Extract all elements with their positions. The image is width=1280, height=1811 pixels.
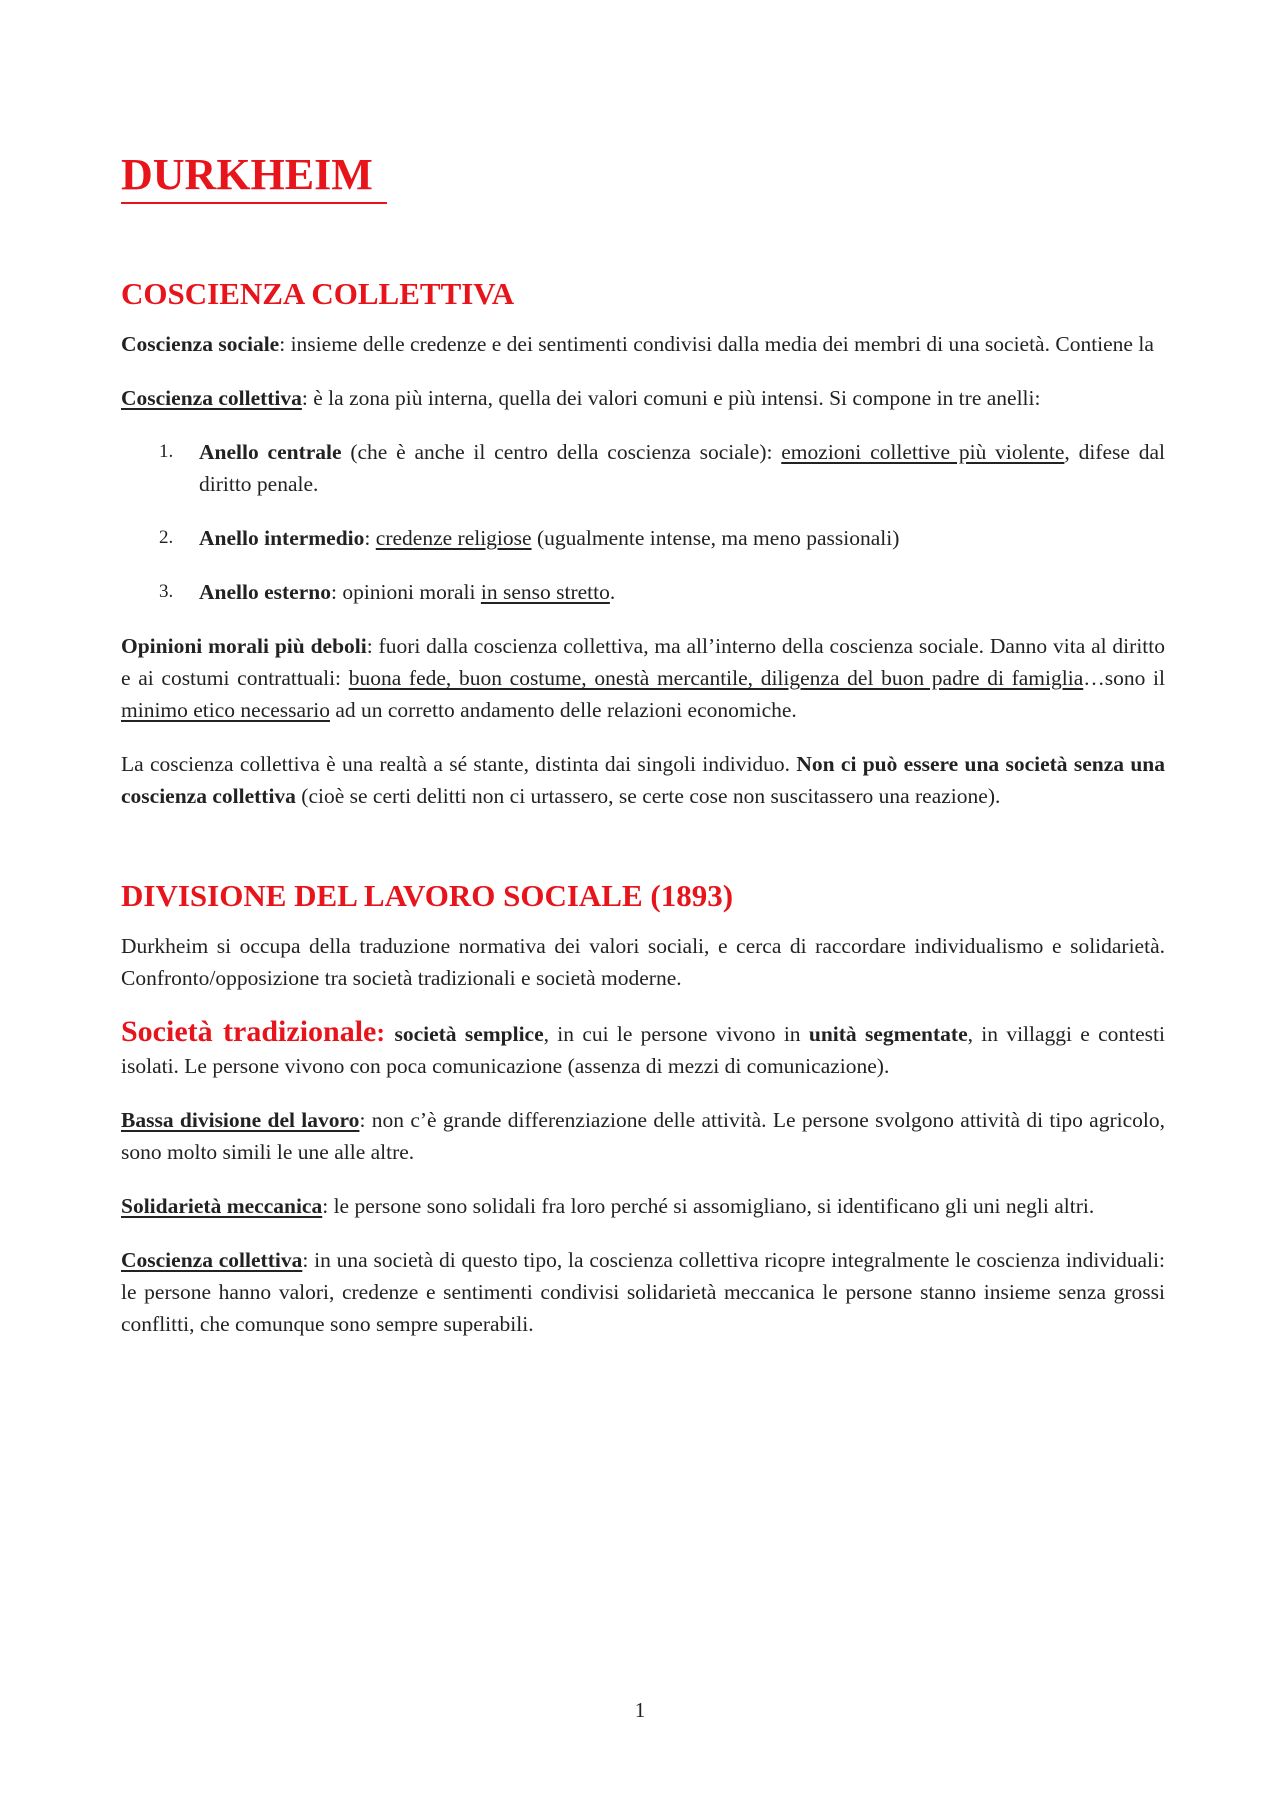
list-item: [121, 576, 1165, 608]
list-underlined: emozioni collettive più violente: [781, 440, 1065, 464]
term-bassa-divisione: Bassa divisione del lavoro: [121, 1108, 360, 1132]
bold-text: unità segmentate: [808, 1022, 968, 1046]
list-number: 1.: [159, 441, 174, 462]
paragraph-text: : è la zona più interna, quella dei valori comuni e più intensi. Si compone in tre anelli:: [301, 386, 1041, 410]
paragraph-opinioni-morali: [121, 630, 1165, 726]
paragraph-realta: [121, 748, 1165, 812]
page-content: [121, 148, 1165, 1340]
list-text: : opinioni morali: [330, 580, 481, 604]
term-coscienza-sociale: Coscienza sociale: [121, 332, 280, 356]
list-underlined: credenze religiose: [375, 526, 532, 550]
paragraph-text: : non c’è grande differenziazione delle attività. Le persone svolgono attività di tipo agricolo, sono molto simili le une alle altre.: [121, 1108, 1165, 1164]
paragraph-bassa-divisione: [121, 1104, 1165, 1168]
paragraph-societa-tradizionale: [121, 1016, 1165, 1082]
paragraph-text: : insieme delle credenze e dei sentimenti condivisi dalla media dei membri di una società. Contiene la: [279, 332, 1154, 356]
list-text: , difese dal diritto penale.: [199, 440, 1165, 496]
paragraph-text: (cioè se certi delitti non ci urtassero, se certe cose non suscitassero una reazione).: [295, 784, 1001, 808]
list-text: (ugualmente intense, ma meno passionali): [531, 526, 900, 550]
underlined-text: buona fede, buon costume, onestà mercantile, diligenza del buon padre di famiglia: [348, 666, 1084, 690]
paragraph-text: , in villaggi e contesti isolati. Le persone vivono con poca comunicazione (assenza di mezzi di comunicazione).: [121, 1022, 1165, 1078]
bold-text: società semplice: [394, 1022, 544, 1046]
list-item: [121, 522, 1165, 554]
page-number: 1: [634, 1698, 646, 1722]
lead-societa-tradizionale: Società tradizionale: [121, 1015, 377, 1048]
list-item: [121, 436, 1165, 500]
paragraph-solidarieta-meccanica: [121, 1190, 1165, 1222]
list-term: Anello intermedio: [199, 526, 365, 550]
list-text: .: [609, 580, 616, 604]
section-heading-divisione-lavoro: DIVISIONE DEL LAVORO SOCIALE (1893): [121, 878, 734, 913]
paragraph-text: , in cui le persone vivono in: [543, 1022, 809, 1046]
list-term: Anello esterno: [199, 580, 331, 604]
term-opinioni-morali: Opinioni morali più deboli: [121, 634, 367, 658]
paragraph-text: La coscienza collettiva è una realtà a sé stante, distinta dai singoli individuo.: [121, 752, 797, 776]
underlined-text: minimo etico necessario: [121, 698, 330, 722]
paragraph-text: : in una società di questo tipo, la coscienza collettiva ricopre integralmente le coscienza individuali: le persone hanno valori, credenze e sentimenti condivisi solidarietà meccanica le persone stanno insieme senza grossi conflitti, che comunque sono sempre superabili.: [121, 1248, 1165, 1336]
list-number: 2.: [159, 527, 174, 548]
list-underlined: in senso stretto: [480, 580, 610, 604]
bold-text: Non ci può essere una società senza una coscienza collettiva: [121, 752, 1165, 808]
anelli-list: [121, 436, 1165, 608]
paragraph-text: : le persone sono solidali fra loro perché si assomigliano, si identificano gli uni negli altri.: [322, 1194, 1095, 1218]
section-heading-coscienza-collettiva: COSCIENZA COLLETTIVA: [121, 276, 515, 311]
list-text: (che è anche il centro della coscienza sociale):: [341, 440, 782, 464]
paragraph-text: : fuori dalla coscienza collettiva, ma all’interno della coscienza sociale. Danno vita al diritto e ai costumi contrattuali:: [121, 634, 1165, 690]
paragraph-durkheim-intro: Durkheim si occupa della traduzione normativa dei valori sociali, e cerca di raccordare individualismo e solidarietà. Confronto/opposizione tra società tradizionali e società moderne.: [121, 934, 1165, 990]
paragraph-coscienza-collettiva-2: [121, 1244, 1165, 1340]
term-coscienza-collettiva: Coscienza collettiva: [121, 1248, 303, 1272]
list-number: 3.: [159, 581, 174, 602]
paragraph-text: ad un corretto andamento delle relazioni economiche.: [329, 698, 797, 722]
term-coscienza-collettiva: Coscienza collettiva: [121, 386, 302, 410]
list-term: Anello centrale: [199, 440, 342, 464]
term-solidarieta-meccanica: Solidarietà meccanica: [121, 1194, 323, 1218]
lead-colon: :: [376, 1018, 395, 1047]
paragraph-text: …sono il: [1083, 666, 1165, 690]
list-text: :: [364, 526, 376, 550]
paragraph-coscienza-collettiva: [121, 382, 1165, 414]
page-title: DURKHEIM: [121, 148, 387, 204]
paragraph-coscienza-sociale: [121, 328, 1165, 360]
